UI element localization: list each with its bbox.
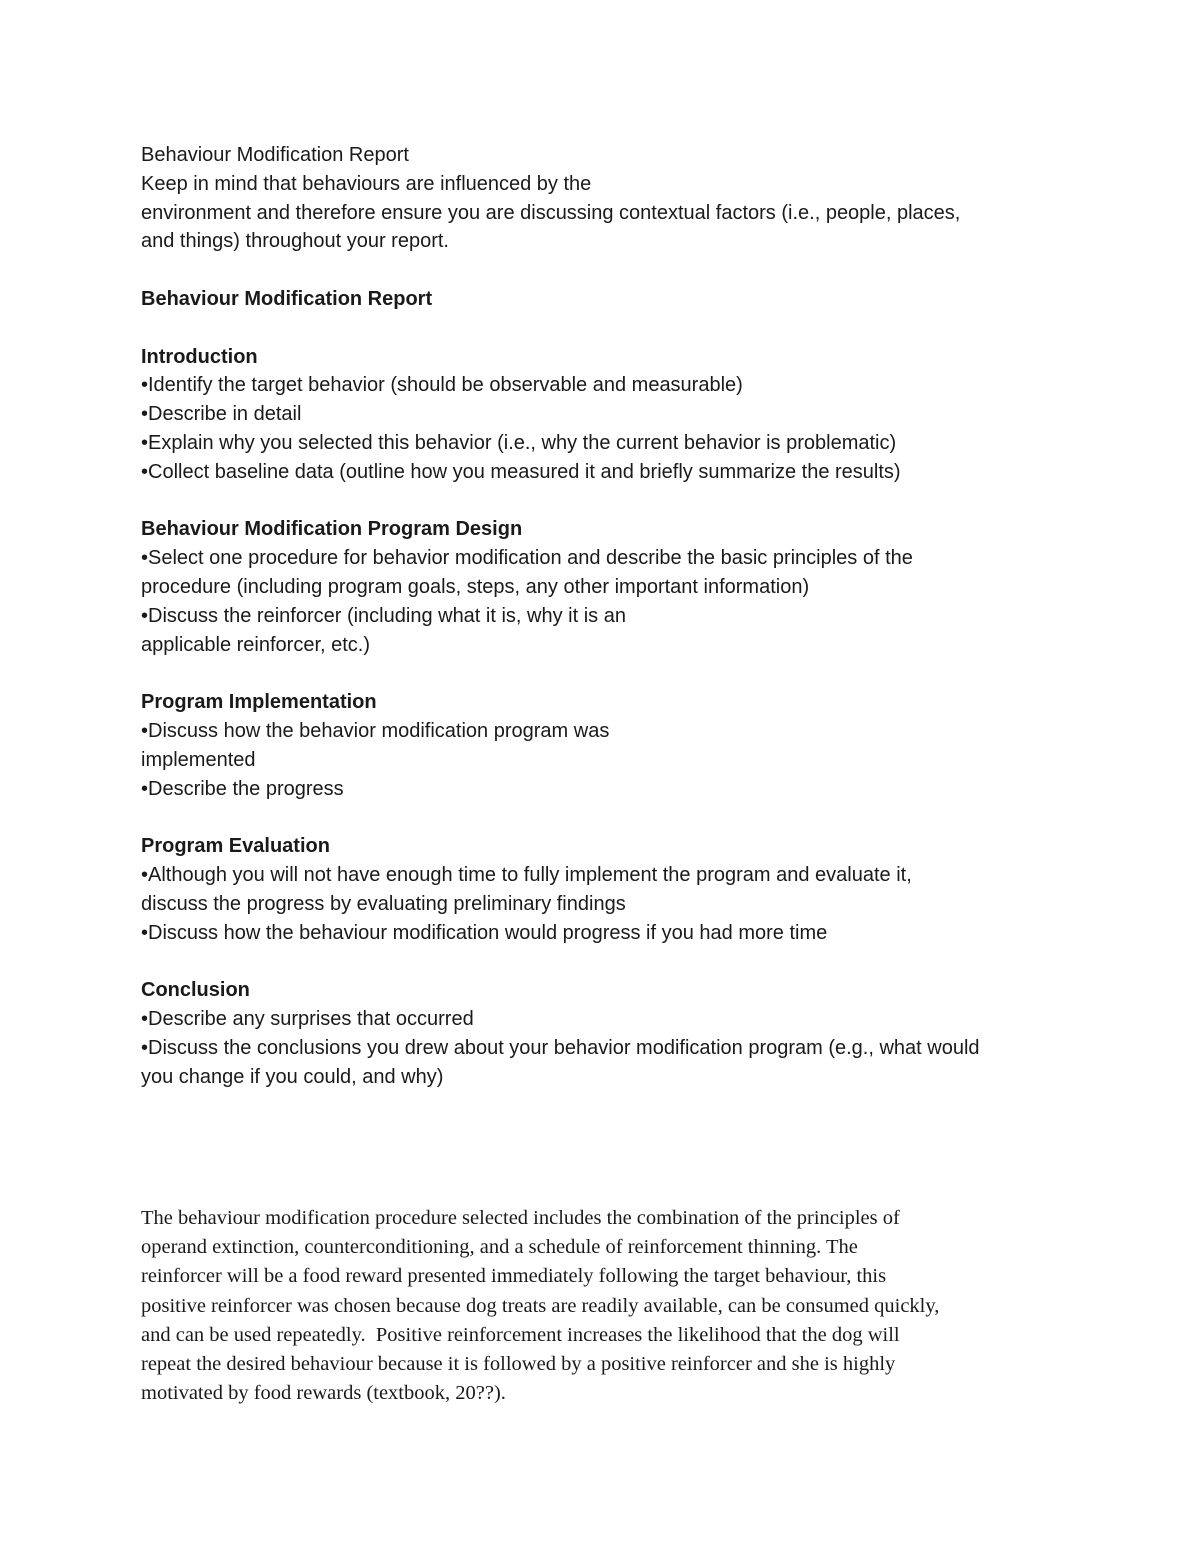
section-heading: Introduction [141,345,258,368]
paragraph-line: operand extinction, counterconditioning, and a schedule of reinforcement thinning. The [141,1236,858,1259]
intro-line: Keep in mind that behaviours are influenced by the [141,172,592,195]
section-conclusion [141,976,1101,1091]
bullet-line: implemented [141,748,256,771]
bullet-line: •Discuss the conclusions you drew about your behavior modification program (e.g., what would [141,1036,980,1059]
bullet-line: applicable reinforcer, etc.) [141,633,371,656]
bullet-line: •Explain why you selected this behavior (i.e., why the current behavior is problematic) [141,431,897,454]
bullet-line: discuss the progress by evaluating preliminary findings [141,892,626,915]
bullet-line: •Discuss how the behavior modification program was [141,719,610,742]
paragraph-line: The behaviour modification procedure selected includes the combination of the principles of [141,1207,900,1229]
spacer [141,803,1101,832]
section-program-design [141,515,1101,659]
body-paragraph [141,1204,1101,1408]
bullet-line: •Describe any surprises that occurred [141,1007,474,1030]
intro-line: and things) throughout your report. [141,230,449,253]
section-program-evaluation [141,832,1101,947]
bullet-line: •Select one procedure for behavior modification and describe the basic principles of the [141,547,913,570]
spacer [141,256,1101,285]
report-heading: Behaviour Modification Report [141,287,433,310]
spacer [141,487,1101,516]
section-program-implementation [141,688,1101,803]
spacer [141,314,1101,343]
section-heading: Conclusion [141,979,250,1002]
paragraph-line: and can be used repeatedly. Positive reinforcement increases the likelihood that the dog will [141,1323,900,1346]
spacer [141,659,1101,688]
bullet-line: •Describe the progress [141,777,344,800]
section-introduction [141,343,1101,487]
paragraph-line: repeat the desired behaviour because it is followed by a positive reinforcer and she is highly [141,1353,896,1376]
paragraph-line: motivated by food rewards (textbook, 20??). [141,1382,506,1405]
intro-line: environment and therefore ensure you are discussing contextual factors (i.e., people, places, [141,201,961,224]
bullet-line: •Discuss how the behaviour modification would progress if you had more time [141,921,828,944]
document-title: Behaviour Modification Report [141,144,409,166]
bullet-line: •Describe in detail [141,403,302,426]
bullet-line: procedure (including program goals, steps, any other important information) [141,575,810,598]
section-heading: Behaviour Modification Program Design [141,518,523,541]
bullet-line: you change if you could, and why) [141,1065,444,1088]
document-page [141,141,1101,1091]
paragraph-line: reinforcer will be a food reward presented immediately following the target behaviour, this [141,1265,887,1288]
bullet-line: •Identify the target behavior (should be observable and measurable) [141,374,743,397]
section-heading: Program Evaluation [141,835,330,858]
bullet-line: •Although you will not have enough time to fully implement the program and evaluate it, [141,863,912,886]
bullet-line: •Discuss the reinforcer (including what it is, why it is an [141,604,626,627]
section-heading: Program Implementation [141,691,377,714]
bullet-line: •Collect baseline data (outline how you measured it and briefly summarize the results) [141,460,901,483]
spacer [141,947,1101,976]
paragraph-line: positive reinforcer was chosen because dog treats are readily available, can be consumed quickly, [141,1294,940,1317]
intro-block [141,141,1101,256]
